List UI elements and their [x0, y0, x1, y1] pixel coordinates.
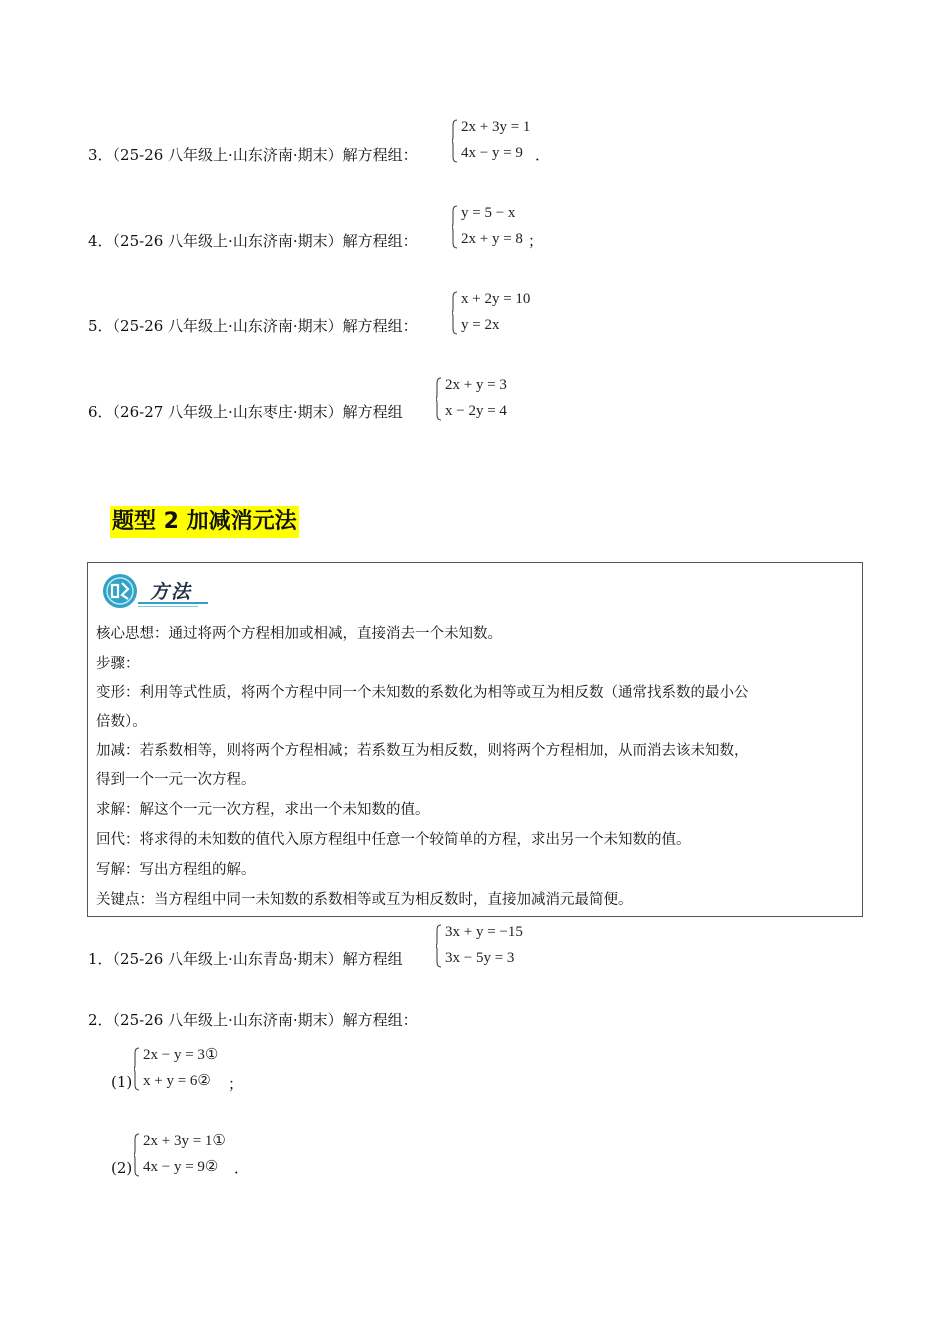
method-header: [98, 571, 210, 611]
problem-b2: [88, 1010, 418, 1030]
equation-1: y = 5 − x: [461, 205, 516, 221]
sub-label: (2): [111, 1159, 133, 1177]
problem-source: （25-26 八年级上·山东济南·期末）解方程组：: [112, 317, 418, 335]
equation-2: 3x − 5y = 3: [445, 950, 515, 966]
equation-2: x + y = 6②: [143, 1073, 211, 1089]
problem-5: [88, 316, 418, 336]
equation-1: 3x + y = −15: [445, 924, 523, 940]
equation-1: 2x − y = 3①: [143, 1047, 219, 1063]
equation-system: [436, 922, 546, 972]
equation-2: 4x − y = 9: [461, 145, 523, 161]
equation-1: 2x + 3y = 1: [461, 119, 531, 135]
brace-icon: [436, 924, 441, 968]
problem-source: （25-26 八年级上·山东济南·期末）解方程组：: [112, 232, 418, 250]
equation-2: 2x + y = 8: [461, 231, 523, 247]
equation-1: x + 2y = 10: [461, 291, 531, 307]
method-line: 回代：将求得的未知数的值代入原方程组中任意一个较简单的方程，求出另一个未知数的值。: [96, 832, 691, 848]
problem-source: （26-27 八年级上·山东枣庄·期末）解方程组: [112, 403, 403, 421]
method-label: 方法: [150, 581, 193, 603]
equation-1: 2x + 3y = 1①: [143, 1133, 226, 1149]
problem-number: 3．: [88, 146, 113, 164]
problem-source: （25-26 八年级上·山东青岛·期末）解方程组: [112, 950, 403, 968]
brace-icon: [452, 291, 457, 335]
method-line: 核心思想：通过将两个方程相加或相减，直接消去一个未知数。: [96, 626, 502, 642]
method-line: 加减：若系数相等，则将两个方程相减；若系数互为相反数，则将两个方程相加，从而消去该未知数，: [96, 743, 749, 759]
method-line: 得到一个一元一次方程。: [96, 772, 256, 788]
problem-number: 1．: [88, 950, 113, 968]
problem-number: 6．: [88, 403, 113, 421]
problem-b1: [88, 949, 403, 969]
method-line: 步骤：: [96, 656, 140, 672]
problem-3: [88, 145, 418, 165]
brace-icon: [452, 119, 457, 163]
problem-number: 4．: [88, 232, 113, 250]
equation-system: [452, 289, 562, 339]
problem-number: 5．: [88, 317, 113, 335]
sub-label: (1): [111, 1073, 133, 1091]
method-line: 写解：写出方程组的解。: [96, 862, 256, 878]
section-title: 题型 2 加减消元法: [110, 506, 299, 538]
problem-source: （25-26 八年级上·山东济南·期末）解方程组：: [112, 1011, 418, 1029]
equation-system: [436, 375, 536, 425]
equation-1: 2x + y = 3: [445, 377, 507, 393]
problem-number: 2．: [88, 1011, 113, 1029]
problem-4: [88, 231, 418, 251]
equation-2: 4x − y = 9②: [143, 1159, 219, 1175]
brace-icon: [134, 1133, 139, 1177]
method-line: 倍数）。: [96, 714, 147, 730]
punctuation: ；: [228, 1075, 244, 1093]
method-line: 关键点：当方程组中同一未知数的系数相等或互为相反数时，直接加减消元最简便。: [96, 892, 633, 908]
punctuation: ．: [234, 1159, 250, 1177]
brace-icon: [452, 205, 457, 249]
equation-system: [134, 1131, 244, 1181]
problem-6: [88, 402, 403, 422]
method-box: [87, 562, 863, 917]
punctuation: ．: [535, 146, 551, 164]
method-line: 变形：利用等式性质，将两个方程中同一个未知数的系数化为相等或互为相反数（通常找系数的最小公: [96, 685, 749, 701]
punctuation: ；: [528, 232, 544, 250]
brace-icon: [436, 377, 441, 421]
problem-source: （25-26 八年级上·山东济南·期末）解方程组：: [112, 146, 418, 164]
method-line: 求解：解这个一元一次方程，求出一个未知数的值。: [96, 802, 430, 818]
brace-icon: [134, 1047, 139, 1091]
equation-2: y = 2x: [461, 317, 500, 333]
equation-2: x − 2y = 4: [445, 403, 507, 419]
